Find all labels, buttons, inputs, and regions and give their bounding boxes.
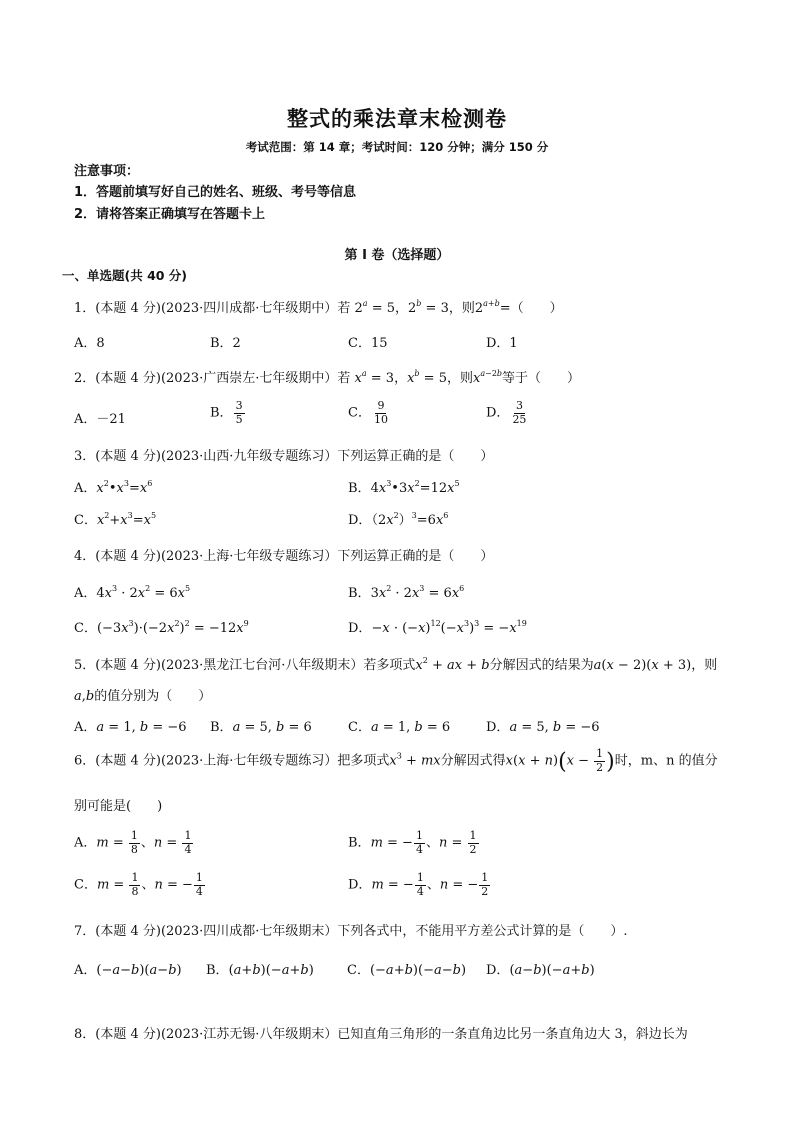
question-6-option-d[interactable]: D．m = − $\frac{1}{4}$ 、n = − $\frac{1}{2}$ [348,871,489,898]
question-7-option-c[interactable]: C．(−a+b)(−a−b) [347,963,467,978]
notice-item-2: 2．请将答案正确填写在答题卡上 [74,207,266,222]
question-3-option-d[interactable]: D．$(2x^2)^3=6x^6$ [348,511,449,528]
question-6-line-2: 别可能是( ) [74,799,163,814]
question-5: 5．(本题 4 分)(2023·黑龙江七台河·八年级期末）若多项式$x^2$ + ax + b分解因式的结果为a(x − 2)(x + 3)，则 [74,656,718,673]
notice-heading: 注意事项： [74,164,140,179]
question-6-option-c[interactable]: C．m = $\frac{1}{8}$ 、n = − $\frac{1}{4}$ [74,871,203,898]
volume-title: 第 I 卷（选择题） [344,248,450,263]
question-3-option-a[interactable]: A．$x^2•x^3=x^6$ [74,479,153,496]
question-5-option-b[interactable]: B．a = 5, b = 6 [210,720,312,735]
question-4-option-b[interactable]: B．$3x^2 \cdot 2x^3 = 6x^6$ [348,584,465,601]
question-7-option-a[interactable]: A．(−a−b)(a−b) [74,963,182,978]
question-4-option-c[interactable]: C．$(-3x^3)\cdot(-2x^2)^2 = -12x^9$ [74,619,249,636]
question-6-option-a[interactable]: A．m = $\frac{1}{8}$ 、n = $\frac{1}{4}$ [74,829,192,856]
notice-item-1: 1．答题前填写好自己的姓名、班级、考号等信息 [74,185,357,200]
question-3-option-c[interactable]: C．$x^2+x^3=x^5$ [74,511,157,528]
question-7: 7．(本题 4 分)(2023·四川成都·七年级期末）下列各式中，不能用平方差公式计算的是（ ）. [74,924,628,939]
question-1-option-c[interactable]: C．15 [348,336,388,351]
question-4-option-a[interactable]: A．$4x^3 \cdot 2x^2 = 6x^5$ [74,584,191,601]
question-1: 1．(本题 4 分)(2023·四川成都·七年级期中）若 $2^a = 5$，$2^b = 3$，则$2^{a+b}=$（ ） [74,299,563,316]
question-5-line-2: a,b的值分别为（ ） [74,689,212,704]
question-1-stem: 1．(本题 4 分)(2023·四川成都·七年级期中）若 [74,301,351,316]
question-1-option-d[interactable]: D．1 [486,336,518,351]
question-5-option-d[interactable]: D．a = 5, b = −6 [486,720,600,735]
question-1-math: $2^a = 5$，$2^b = 3$ [354,299,449,316]
question-3: 3．(本题 4 分)(2023·山西·九年级专题练习）下列运算正确的是（ ） [74,449,494,464]
question-6-stem: 6．(本题 4 分)(2023·上海·七年级专题练习）把多项式 [74,753,390,769]
question-2-option-a[interactable]: A．－21 [74,412,126,427]
question-5-stem: 5．(本题 4 分)(2023·黑龙江七台河·八年级期末）若多项式 [74,658,416,673]
question-7-option-b[interactable]: B．(a+b)(−a+b) [206,963,314,978]
question-7-option-d[interactable]: D．(a−b)(−a+b) [486,963,595,978]
question-2: 2．(本题 4 分)(2023·广西崇左·七年级期中）若 $x^a = 3$，$x^b = 5$，则$x^{a-2b}$等于（ ） [74,369,581,386]
question-2-stem: 2．(本题 4 分)(2023·广西崇左·七年级期中）若 [74,371,351,386]
exam-info: 考试范围：第 14 章；考试时间：120 分钟；满分 150 分 [245,140,549,154]
question-2-option-d[interactable]: D． $\frac{3}{25}$ [486,399,527,426]
question-2-option-b[interactable]: B． $\frac{3}{5}$ [210,399,243,426]
question-1-option-b[interactable]: B．2 [210,336,241,351]
question-6-option-b[interactable]: B．m = − $\frac{1}{4}$ 、n = $\frac{1}{2}$ [348,829,477,856]
question-5-option-c[interactable]: C．a = 1, b = 6 [348,720,451,735]
question-5-option-a[interactable]: A．a = 1, b = −6 [74,720,187,735]
question-2-option-c[interactable]: C． $\frac{9}{10}$ [348,399,388,426]
question-4-option-d[interactable]: D．$-x \cdot (-x)^{12}(-x^3)^3 = -x^{19}$ [348,619,527,636]
question-6: 6．(本题 4 分)(2023·上海·七年级专题练习）把多项式$x^3$ + mx分解因式得x(x + n)(x − $\frac{1}{2}$ )时，m、n 的值分 [74,747,718,775]
question-3-option-b[interactable]: B．$4x^3•3x^2=12x^5$ [348,479,460,496]
question-1-option-a[interactable]: A．8 [74,336,105,351]
section-title: 一、单选题(共 40 分) [62,268,188,283]
question-2-math: $x^a = 3$，$x^b = 5$ [354,369,447,386]
question-4: 4．(本题 4 分)(2023·上海·七年级专题练习）下列运算正确的是（ ） [74,549,494,564]
question-8: 8．(本题 4 分)(2023·江苏无锡·八年级期末）已知直角三角形的一条直角边比另一条直角边大 3，斜边长为 [74,1027,688,1042]
page-title: 整式的乘法章末检测卷 [287,107,507,131]
